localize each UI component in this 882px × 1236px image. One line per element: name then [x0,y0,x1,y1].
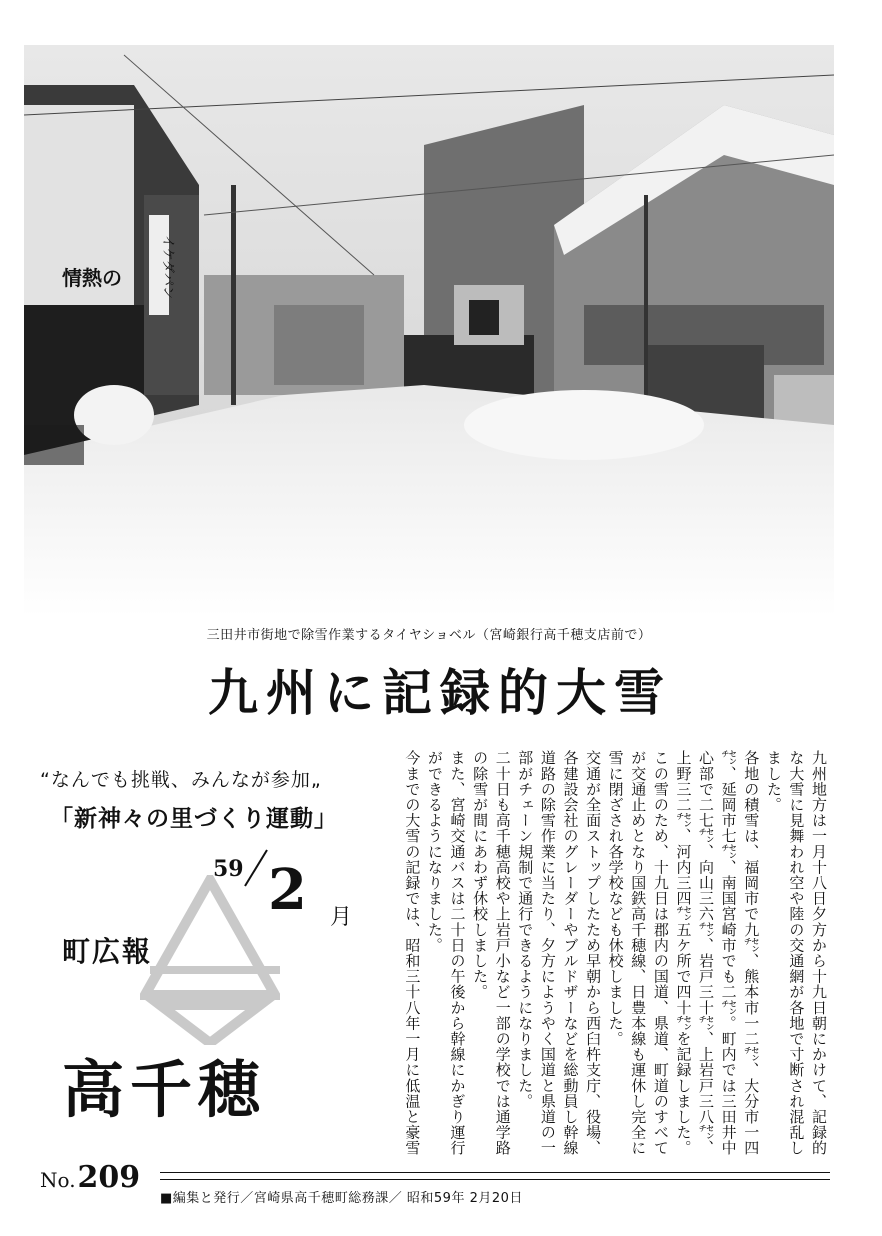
issue-number [40,1160,140,1195]
issue-value: 209 [77,1160,141,1195]
machi-koho-label: 町広報 [62,935,153,968]
shop-sign-2: 情熱の [62,266,122,290]
issue-month-unit: 月 [330,905,353,930]
article-paragraph: また、宮崎交通バスは二十日の午後から幹線にかぎり運行ができるようになりました。 [425,750,467,1156]
article-body [398,750,830,1162]
article-paragraph: 交通が全面ストップしたため早朝から西臼杵支庁、役場、各建設会社のグレーダーやブルドザーなどを総動員し幹線道路の除雪作業に当たり、夕方にようやく国道と県道の一部がチェーン規制で通行できるようになりました。 [516,750,603,1156]
article-paragraph: 九州地方は一月十八日夕方から十九日朝にかけて、記録的な大雪に見舞われ空や陸の交通網が各地で寸断され混乱しました。 [764,750,828,1156]
colophon: ■編集と発行／宮崎県高千穂町総務課／ 昭和59年 2月20日 [160,1191,523,1206]
campaign-title: 「新神々の里づくり運動」 [50,806,338,832]
headline: 九州に記録的大雪 [208,664,672,722]
town-logo-icon [140,875,280,1045]
article-paragraph: 各地の積雪は、福岡市で九㌢、熊本市一二㌢、大分市一四㌢、延岡市七㌢、南国宮崎市でも二㌢。町内では三田井中心部で二七㌢、向山三六㌢、岩戸三十㌢、上岩戸三八㌢、上野三二㌢、河内三四㌢五ケ所で四十㌢を記録しました。 [674,750,761,1156]
slogan: “なんでも挑戦、みんなが参加„ [40,769,322,791]
issue-month: 2 [268,857,307,923]
shop-sign: イケダパン [160,235,175,299]
snow-street-photo [24,45,834,617]
article-paragraph: 二十日も高千穂高校や上岩戸小など一部の学校では通学路の除雪が間にあわず休校しました。 [471,750,512,1156]
town-name: 高千穂 [62,1053,267,1126]
issue-prefix: No. [40,1168,76,1192]
issue-year: 59 [213,856,244,882]
article-paragraph: この雪のため、十九日は郡内の国道、県道、町道のすべてが交通止めとなり国鉄高千穂線、日豊本線も運休し完全に雪に閉ざされ各学校なども休校しました。 [606,750,670,1156]
photo-caption: 三田井市街地で除雪作業するタイヤショベル（宮崎銀行高千穂支店前で） [206,628,652,643]
article-paragraph: 今までの大雪の記録では、昭和三十八年一月に低温と豪雪 [403,750,422,1156]
issue-rule [160,1172,830,1180]
